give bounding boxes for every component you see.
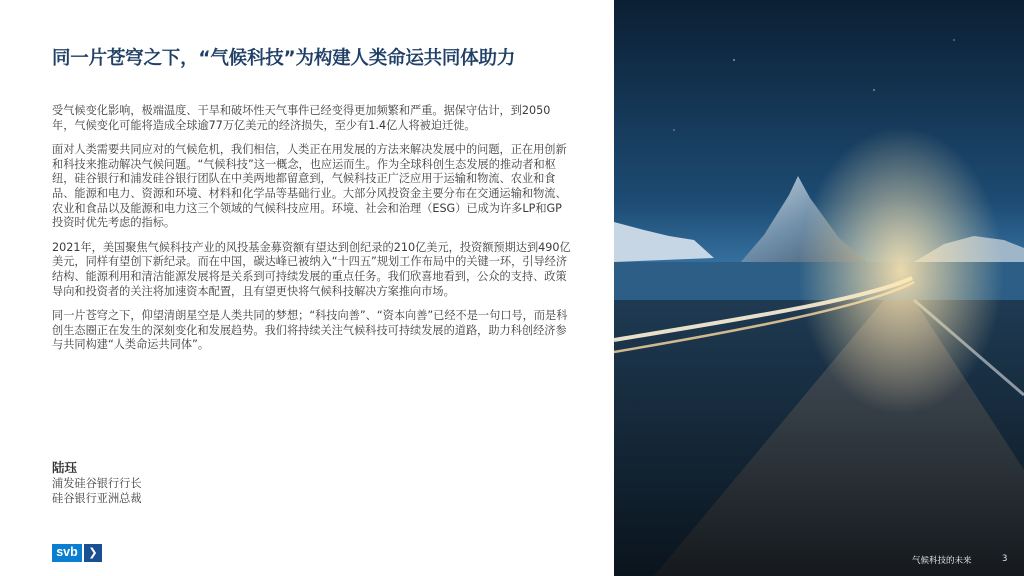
mountain-road-photo: [614, 0, 1024, 576]
signature-name: 陆珏: [52, 460, 78, 475]
footer-label: 气候科技的未来: [912, 556, 972, 566]
paragraph-2: 面对人类需要共同应对的气候危机，我们相信，人类正在用发展的方法来解决发展中的问题，正在用创新和科技来推动解决气候问题。“气候科技”这一概念，也应运而生。作为全球科创生态发展的推动者和枢纽，硅谷银行和浦发硅谷银行团队在中美两地都留意到，气候科技正广泛应用于运输和物流、农业和食品、能源和电力、资源和环境、材料和化学品等基础行业。大部分风投资金主要分布在交通运输和物流、农业和食品以及能源和电力这三个领域的气候科技应用。环境、社会和治理（ESG）已成为许多LP和GP投资时优先考虑的指标。: [52, 143, 567, 230]
signature-title-2: 硅谷银行亚洲总裁: [52, 492, 142, 505]
page-title: 同一片苍穹之下，“气候科技”为构建人类命运共同体助力: [52, 48, 516, 69]
svb-logo-text: svb: [52, 544, 82, 562]
paragraph-1: 受气候变化影响，极端温度、干旱和破坏性天气事件已经变得更加频繁和严重。据保守估计，到2050年，气候变化可能将造成全球逾77万亿美元的经济损失，至少有1.4亿人将被迫迁徙。: [52, 104, 551, 132]
paragraph-4: 同一片苍穹之下，仰望清朗星空是人类共同的梦想；“科技向善”、“资本向善”已经不是一句口号，而是科创生态圈正在发生的深刻变化和发展趋势。我们将持续关注气候科技可持续发展的道路，助力科创经济参与共同构建“人类命运共同体”。: [52, 309, 568, 352]
signature-title-1: 浦发硅谷银行行长: [52, 477, 142, 490]
chevron-right-icon: ❯: [84, 544, 102, 562]
svb-logo: [52, 544, 102, 562]
paragraph-3: 2021年，美国聚焦气候科技产业的风投基金募资额有望达到创纪录的210亿美元，投资额预期达到490亿美元，同样有望创下新纪录。而在中国，碳达峰已被纳入“十四五”规划工作布局中的关键一环，引导经济结构、能源利用和清洁能源发展将是关系到可持续发展的重点任务。我们欣喜地看到，公众的支持、政策导向和投资者的关注将加速资本配置，且有望更快将气候科技解决方案推向市场。: [52, 240, 571, 298]
page-number: 3: [1002, 554, 1008, 564]
body-text: [52, 104, 572, 363]
signature: [52, 460, 352, 506]
